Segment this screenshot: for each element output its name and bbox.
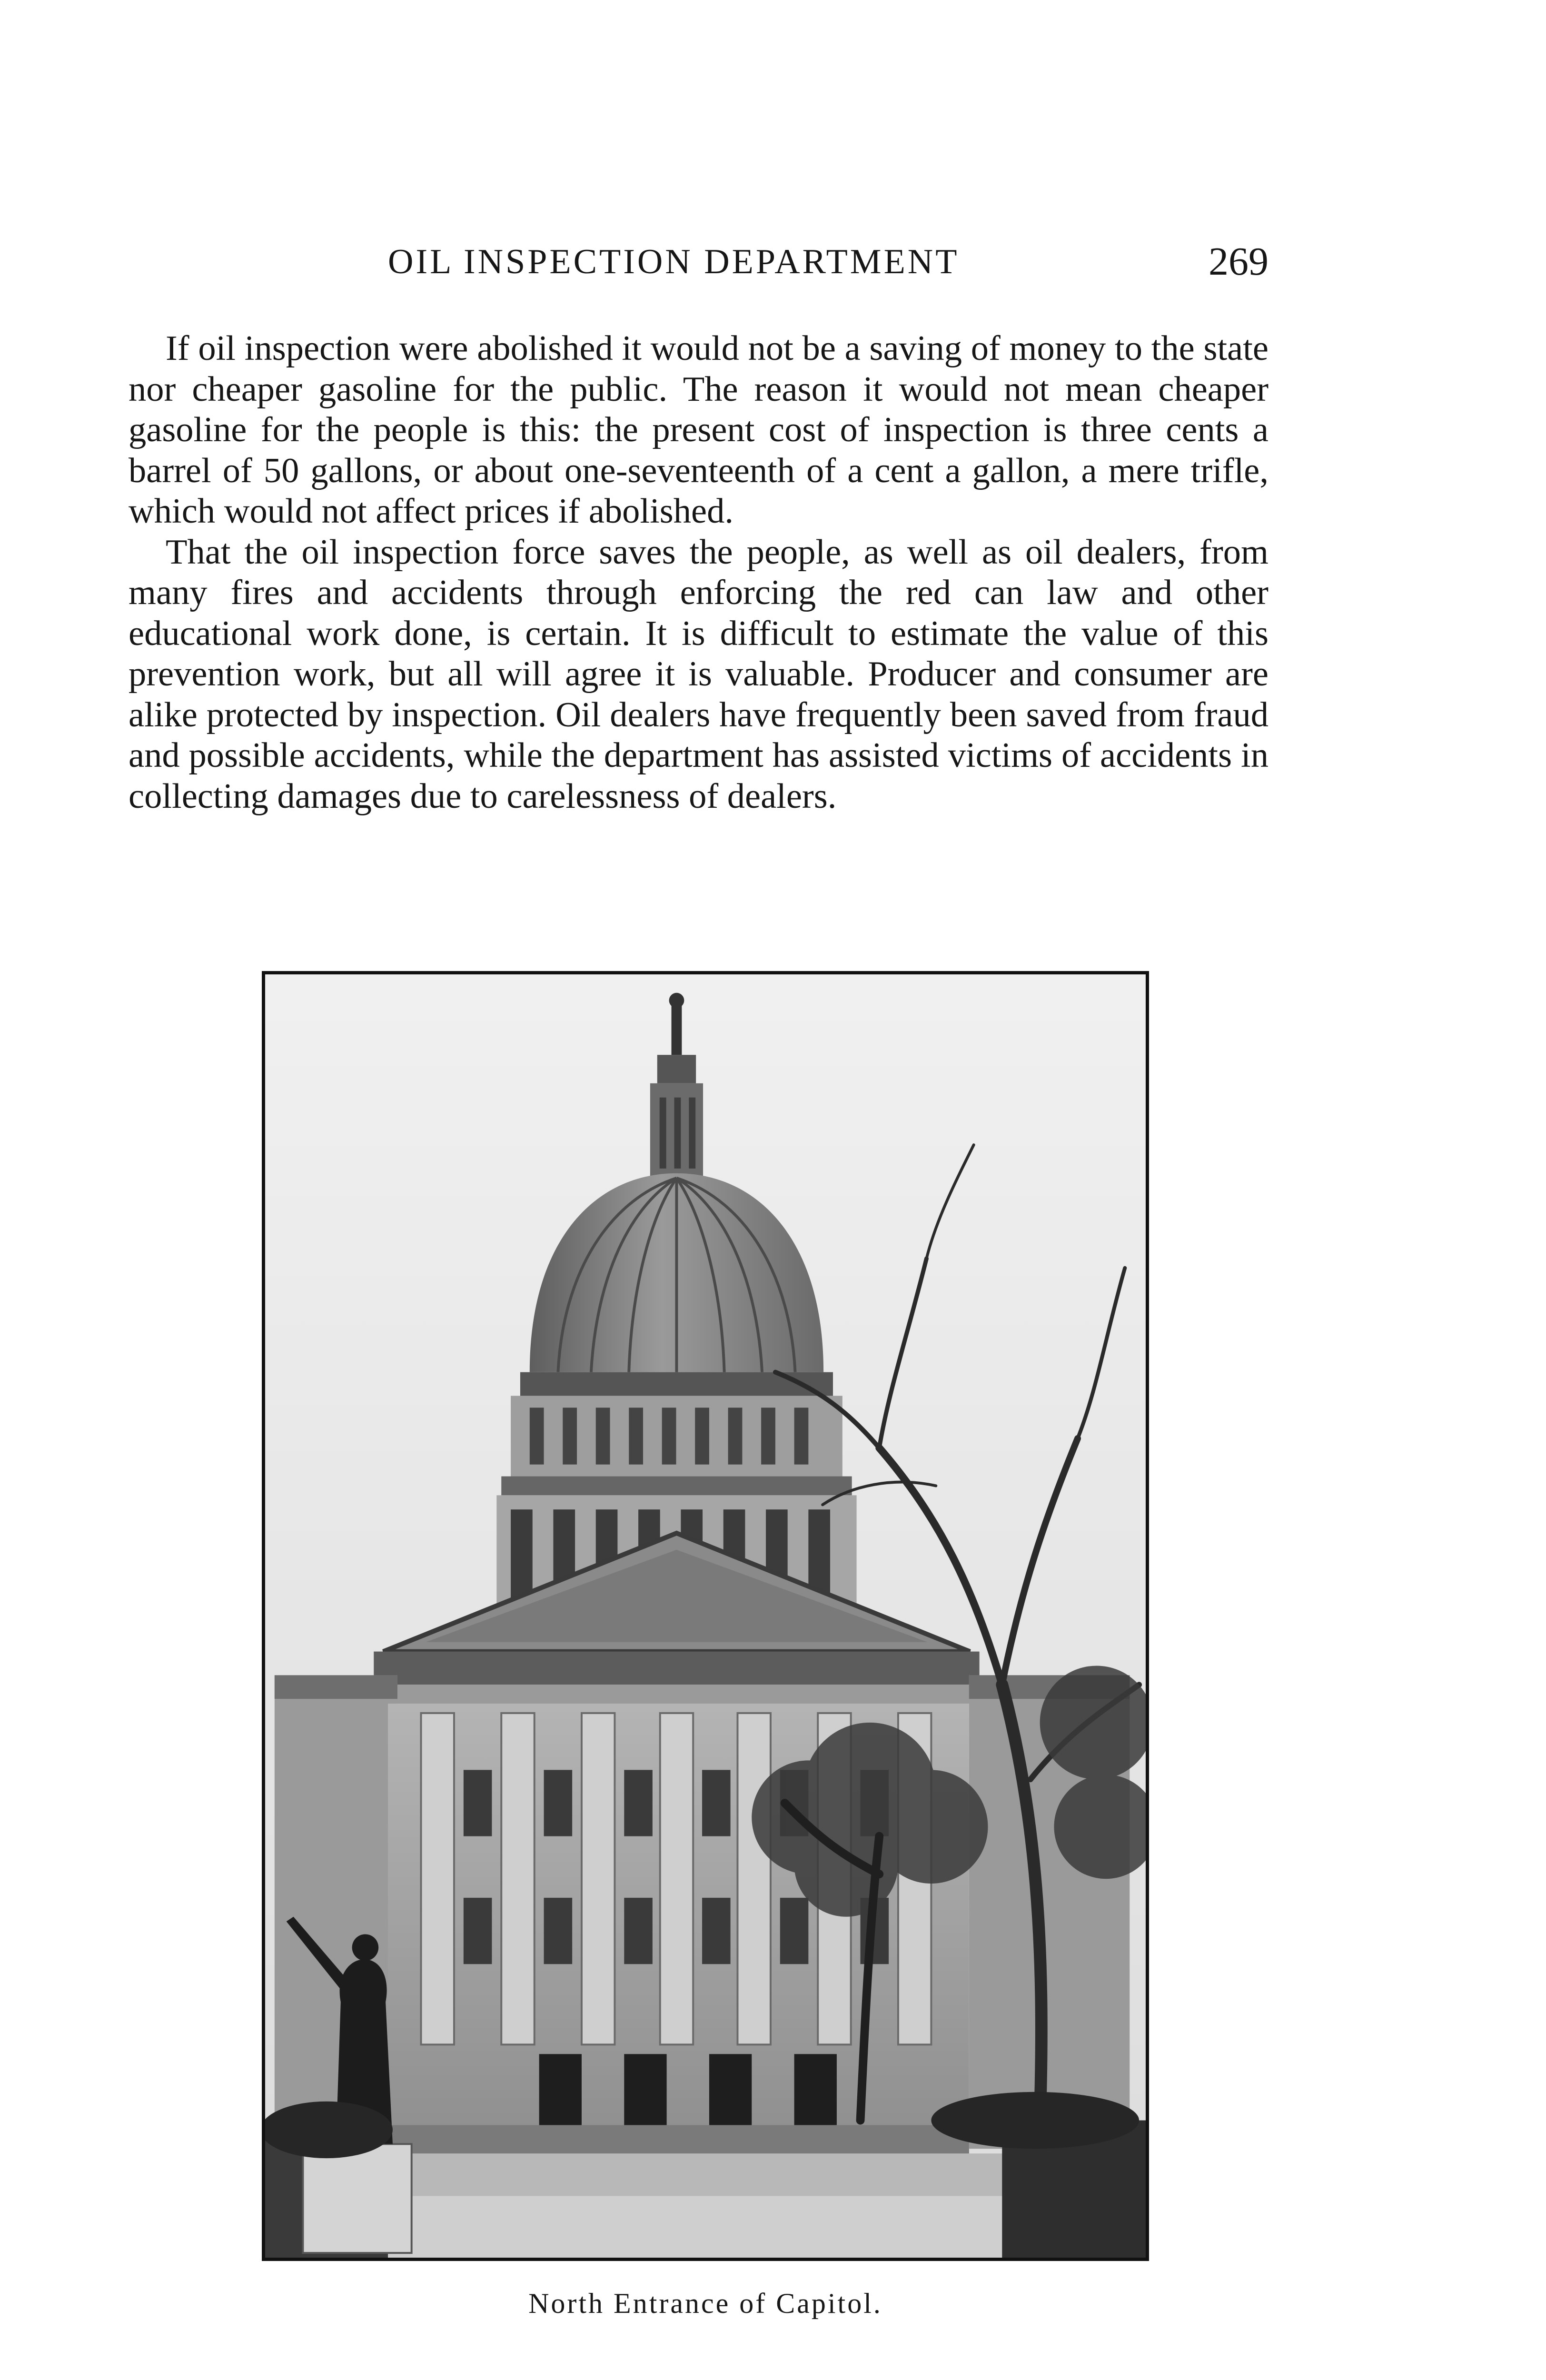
page-header (129, 236, 1269, 288)
figure-caption: North Entrance of Capitol. (528, 2288, 882, 2319)
body-text (129, 328, 1269, 817)
page-number: 269 (1209, 239, 1269, 284)
paragraph-1: If oil inspection were abolished it would not be a saving of money to the state nor cheaper gasoline for the public. The reason it would not mean cheaper gasoline for the people is this: the present cost of inspection is three cents a barrel of 50 gallons, or about one-seventeenth of a cent a gallon, a mere trifle, which would not affect prices if abolished. (129, 329, 1269, 531)
capitol-photograph (262, 971, 1149, 2261)
capitol-photo-illustration (265, 974, 1146, 2258)
running-head: OIL INSPECTION DEPARTMENT (388, 242, 960, 281)
paragraph-2: That the oil inspection force saves the people, as well as oil dealers, from many fires and accidents through enforcing the red can law and other educational work done, is certain. It is difficult to estimate the value of this prevention work, but all will agree it is valuable. Producer and consumer are alike protected by inspection. Oil dealers have frequently been saved from fraud and possible accidents, while the department has assisted victims of accidents in collecting damages due to carelessness of dealers. (129, 532, 1269, 816)
